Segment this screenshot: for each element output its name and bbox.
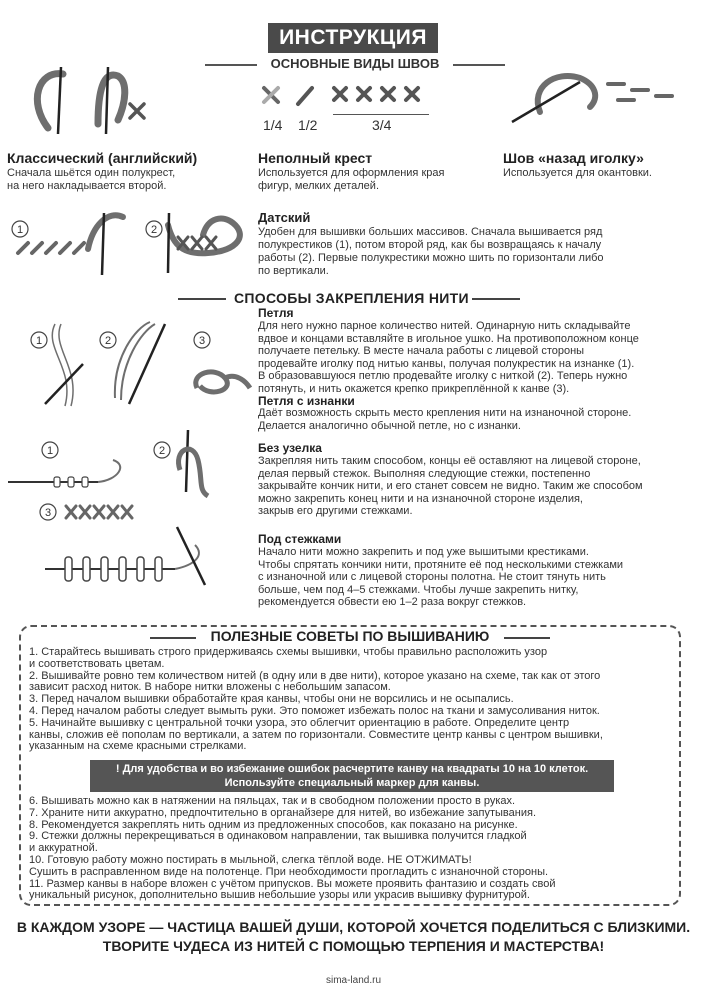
subtitle-row [205,56,502,72]
fixing-section-title: СПОСОБЫ ЗАКРЕПЛЕНИЯ НИТИ [234,290,469,306]
no-knot-desc: Закрепляя нить таким способом, концы её оставляют на лицевой стороне, делая первый стежок. Выполняя следующие стежки, постепенно закрывайте кончик нити, и его станет совсем не видно. Таким же способом можно закрепить конец нити и на изнаночной стороне изделия, закрыв его другими стежками. [258,455,643,518]
loop-marker-1: 1 [35,335,43,347]
loop-title: Петля [258,306,294,320]
danish-stitch-desc: Удобен для вышивки больших массивов. Сначала вышивается ряд полукрестиков (1), потом второй ряд, как бы возвращаясь к началу работы (2). Первые полукрестики можно шить по горизонтали либо по вертикали. [258,226,604,277]
partial-cross-title: Неполный крест [258,150,373,166]
subtitle-line-left [205,64,257,66]
fixing-line-right [472,298,520,300]
loop-marker-2: 2 [104,335,112,347]
loop-illustration [25,318,250,413]
under-stitches-desc: Начало нити можно закрепить и под уже вышитыми крестиками. Чтобы спрятать кончики нити, протяните её под несколькими стежками с изнаночной или с лицевой стороны полотна. Не стоит тянуть нить больше, чем под 4–5 стежками. Чтобы лучше закрепить нитку, рекомендуется обвести ею 1–2 раза вокруг стежков. [258,546,624,609]
danish-marker-2: 2 [150,224,158,236]
under-stitches-title: Под стежками [258,532,342,546]
tips-line-left [150,637,196,639]
tips-list-second: 6. Вышивать можно как в натяжении на пяльцах, так и в свободном положении просто в руках. 7. Храните нити аккуратно, предпочтительно в органайзере для нитей, во избежание запутывания. 8. Рекомендуется закреплять нить одним из предложенных способов, как показано на рисунке. 9. Стежки должны перекрещиваться в одинаковом направлении, так вышивка получится гладкой и аккуратной. 10. Готовую работу можно постирать в мыльной, слегка тёплой воде. НЕ ОТЖИМАТЬ! Сушить в расправленном виде на полотенце. При необходимости прогладить с изнаночной стороны. 11. Размер канвы в наборе вложен с учётом припусков. Вы можете проявить фантазию и создать свой уникальный рисунок, дополнительно вышив небольшие узоры или украсив вышивку фурнитурой. [29,795,556,902]
tips-title: ПОЛЕЗНЫЕ СОВЕТЫ ПО ВЫШИВАНИЮ [200,628,500,644]
no-knot-marker-1: 1 [46,445,54,457]
loop-marker-3: 3 [198,335,206,347]
danish-marker-1: 1 [16,224,24,236]
no-knot-marker-3: 3 [44,507,52,519]
fraction-quarter: 1/4 [263,117,283,133]
loop-back-desc: Даёт возможность скрыть место крепления нити на изнаночной стороне. Делается аналогично обычной петле, но с изнанки. [258,407,632,432]
loop-desc: Для него нужно парное количество нитей. Одинарную нить складывайте вдвое и концами вставляйте в игольное ушко. На противоположном конце получаете петельку. В месте начала работы с лицевой стороны продевайте иголку под нитью канвы, получая полукрестик на изнанке (1). В образовавшуюся петлю продевайте иголку с ниткой (2). Теперь нужно потянуть, и нить окажется крепко прикреплённой к канве (3). [258,320,639,395]
backstitch-desc: Используется для окантовки. [503,167,652,179]
partial-cross-illustration [258,84,438,112]
classic-stitch-illustration [18,62,158,142]
partial-cross-desc: Используется для оформления края фигур, мелких деталей. [258,167,445,192]
tips-list-first: 1. Старайтесь вышивать строго придерживаясь схемы вышивки, чтобы правильно расположить узор и соответствовать цветам. 2. Вышивайте ровно тем количеством нитей (в одну или в две нити), которое указано на схеме, так как от этого зависит расход ниток. В наборе нитки вложены с небольшим запасом. 3. Перед началом вышивки обработайте края канвы, чтобы они не ворсились и не осыпались. 4. Перед началом работы следует вымыть руки. Это поможет избежать полос на ткани и замусоливания ниток. 5. Начинайте вышивку с центральной точки узора, это облегчит ориентацию в работе. Определите центр канвы, сложив её пополам по вертикали, а затем по горизонтали. Совместите центр канвы с центром вышивки, указанным на схеме красными стрелками. [29,646,603,753]
three-quarter-line [333,114,429,115]
classic-stitch-desc: Сначала шьётся один полукрест, на него накладывается второй. [7,167,176,192]
no-knot-illustration [8,430,233,525]
fraction-half: 1/2 [298,117,318,133]
backstitch-title: Шов «назад иголку» [503,150,644,166]
no-knot-marker-2: 2 [158,445,166,457]
danish-stitch-title: Датский [258,210,311,225]
tips-line-right [504,637,550,639]
loop-back-title: Петля с изнанки [258,394,355,408]
backstitch-illustration [500,62,680,132]
subtitle-line-right [453,64,505,66]
site-link[interactable]: sima-land.ru [325,975,382,986]
danish-stitch-illustration [8,205,258,280]
footer-slogan: В КАЖДОМ УЗОРЕ — ЧАСТИЦА ВАШЕЙ ДУШИ, КОТОРОЙ ХОЧЕТСЯ ПОДЕЛИТЬСЯ С БЛИЗКИМИ. ТВОРИТЕ ЧУДЕСА ИЗ НИТЕЙ С ПОМОЩЬЮ ТЕРПЕНИЯ И МАСТЕРСТВА! [16,919,691,954]
no-knot-title: Без узелка [258,441,322,455]
canvas-marker-warning: ! Для удобства и во избежание ошибок расчертите канву на квадраты 10 на 10 клеток. Используйте специальный маркер для канвы. [90,760,614,792]
page-subtitle: ОСНОВНЫЕ ВИДЫ ШВОВ [270,56,440,71]
under-stitches-illustration [45,525,245,605]
page-title: ИНСТРУКЦИЯ [268,23,438,53]
fixing-line-left [178,298,226,300]
fraction-three-quarter: 3/4 [372,117,392,133]
classic-stitch-title: Классический (английский) [7,150,198,166]
